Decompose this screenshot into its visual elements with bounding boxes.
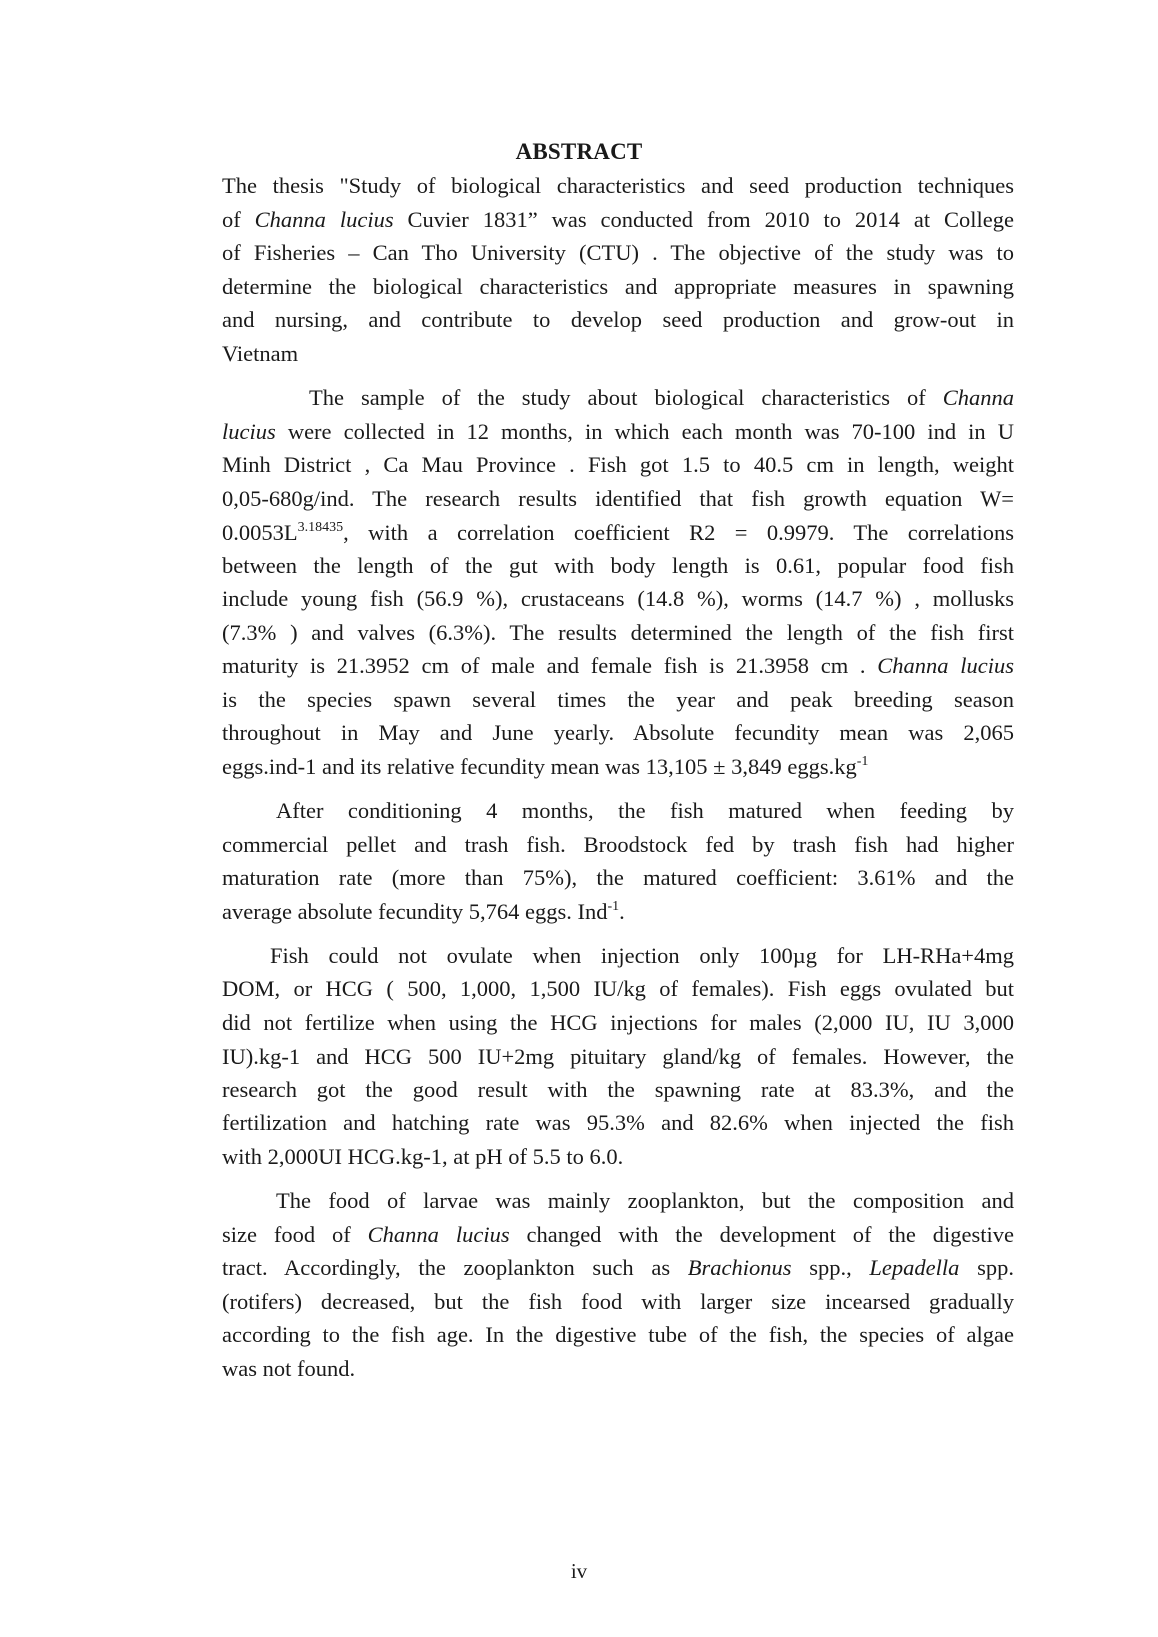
text-line: research got the good result with the spawning rate at 83.3%, and the — [222, 1077, 1014, 1102]
text-line: The thesis "Study of biological characteristics and seed production techniques — [222, 173, 1014, 198]
text-line: throughout in May and June yearly. Absolute fecundity mean was 2,065 — [222, 720, 1014, 745]
text-line: did not fertilize when using the HCG injections for males (2,000 IU, IU 3,000 — [222, 1010, 1014, 1035]
text-span: eggs.ind-1 and its relative fecundity mean was 13,105 ± 3,849 eggs.kg — [222, 754, 857, 779]
text-line — [309, 381, 1014, 415]
text-line — [222, 415, 1014, 449]
text-line: After conditioning 4 months, the fish matured when feeding by — [276, 798, 1014, 823]
text-span: , with a correlation coefficient R2 = 0.9979. The correlations — [343, 520, 1014, 545]
species-name: Brachionus — [687, 1255, 792, 1280]
text-span: Cuvier 1831” was conducted from 2010 to 2014 at College — [393, 207, 1014, 232]
text-line: Vietnam — [222, 341, 299, 366]
superscript: 3.18435 — [297, 520, 344, 535]
text-span: size food of — [222, 1222, 368, 1247]
page-number: iv — [570, 1559, 588, 1583]
text-span: . — [619, 899, 625, 924]
species-name: Channa lucius — [367, 1222, 510, 1247]
text-line: according to the fish age. In the digestive tube of the fish, the species of algae — [222, 1322, 1014, 1347]
text-span: The sample of the study about biological characteristics of — [309, 385, 943, 410]
text-span: maturity is 21.3952 cm of male and female fish is 21.3958 cm . — [222, 653, 878, 678]
text-line — [222, 750, 1014, 784]
text-line: 0,05-680g/ind. The research results identified that fish growth equation W= — [222, 486, 1014, 511]
text-line — [222, 895, 1014, 929]
superscript: -1 — [856, 754, 869, 769]
text-line — [222, 516, 1014, 550]
text-line: (rotifers) decreased, but the fish food with larger size incearsed gradually — [222, 1289, 1014, 1314]
text-line: between the length of the gut with body length is 0.61, popular food fish — [222, 553, 1014, 578]
superscript: -1 — [607, 899, 620, 914]
text-span: spp. — [959, 1255, 1014, 1280]
text-span: were collected in 12 months, in which each month was 70-100 ind in U — [275, 419, 1014, 444]
text-line: and nursing, and contribute to develop seed production and grow-out in — [222, 307, 1014, 332]
page-title: ABSTRACT — [515, 139, 643, 164]
text-line: (7.3% ) and valves (6.3%). The results determined the length of the fish first — [222, 620, 1014, 645]
text-line: with 2,000UI HCG.kg-1, at pH of 5.5 to 6.0. — [222, 1144, 624, 1169]
species-name: Lepadella — [869, 1255, 960, 1280]
text-line — [222, 1251, 1014, 1285]
species-name: Channa lucius — [877, 653, 1014, 678]
text-span: average absolute fecundity 5,764 eggs. Ind — [222, 899, 608, 924]
text-line: is the species spawn several times the year and peak breeding season — [222, 687, 1014, 712]
text-line — [222, 1218, 1014, 1252]
text-line — [222, 649, 1014, 683]
text-line: include young fish (56.9 %), crustaceans (14.8 %), worms (14.7 %) , mollusks — [222, 586, 1014, 611]
text-line: determine the biological characteristics and appropriate measures in spawning — [222, 274, 1014, 299]
text-line: DOM, or HCG ( 500, 1,000, 1,500 IU/kg of females). Fish eggs ovulated but — [222, 976, 1014, 1001]
text-span: 0.0053L — [222, 520, 298, 545]
text-line: maturation rate (more than 75%), the matured coefficient: 3.61% and the — [222, 865, 1014, 890]
text-line: fertilization and hatching rate was 95.3% and 82.6% when injected the fish — [222, 1110, 1014, 1135]
text-line — [222, 203, 1014, 237]
text-span: of — [222, 207, 255, 232]
text-line: Fish could not ovulate when injection only 100µg for LH-RHa+4mg — [270, 943, 1014, 968]
text-line: of Fisheries – Can Tho University (CTU) . The objective of the study was to — [222, 240, 1014, 265]
text-line: IU).kg-1 and HCG 500 IU+2mg pituitary gland/kg of females. However, the — [222, 1044, 1014, 1069]
text-span: spp., — [791, 1255, 870, 1280]
species-name: lucius — [222, 419, 276, 444]
text-span: tract. Accordingly, the zooplankton such as — [222, 1255, 688, 1280]
text-span: changed with the development of the digestive — [509, 1222, 1014, 1247]
text-line: The food of larvae was mainly zooplankton, but the composition and — [276, 1188, 1014, 1213]
text-line: commercial pellet and trash fish. Broodstock fed by trash fish had higher — [222, 832, 1014, 857]
text-line: was not found. — [222, 1356, 356, 1381]
text-line: Minh District , Ca Mau Province . Fish got 1.5 to 40.5 cm in length, weight — [222, 452, 1014, 477]
species-name: Channa lucius — [254, 207, 394, 232]
species-name: Channa — [942, 385, 1014, 410]
